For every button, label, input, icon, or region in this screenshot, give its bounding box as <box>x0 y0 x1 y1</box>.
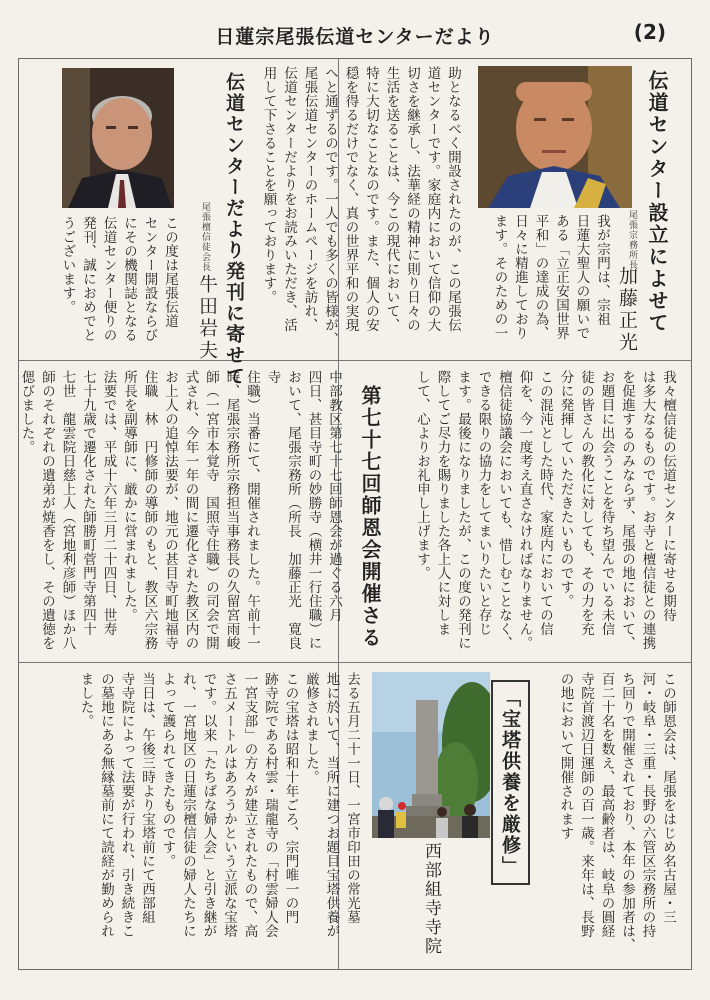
text-line: れ、一宮地区の日蓮宗檀信徒の婦人たちに <box>180 672 196 938</box>
text-line: できる限りの協力をしてまいりたいと存じ <box>475 370 492 636</box>
photo-kato-masamitsu <box>478 66 632 208</box>
text-line: 厳修されました。 <box>303 672 319 784</box>
article-body <box>16 370 344 654</box>
text-line: 式され、今年一年の間に遷化された教区内の <box>182 370 199 650</box>
text-line: 我が宗門は、宗祖 <box>594 214 610 326</box>
text-line: この宝塔は昭和十年ごろ、宗門唯一の門 <box>282 672 299 924</box>
text-line: して、心よりお礼申し上げます。 <box>414 370 430 580</box>
text-line: ある「立正安国世界 <box>553 214 569 340</box>
text-line: 一宮支部」の方々が建立されたもので、高 <box>241 672 258 938</box>
text-line: を促進するのみならず、尾張の地において、 <box>619 370 635 650</box>
text-line: 偲びました。 <box>18 370 35 454</box>
article-headline: 第七十七回師恩会開催さる <box>358 385 382 649</box>
text-line: うございます。 <box>59 216 76 314</box>
text-line: 我々檀信徒の伝道センターに寄せる期待 <box>660 370 676 622</box>
photo-caption: 西部組寺寺院 <box>421 842 441 956</box>
author-name: 牛田岩夫 <box>196 274 218 362</box>
text-line: 日々に精進しており <box>512 214 528 340</box>
text-line: センター開設ならび <box>141 216 158 342</box>
text-line: 檀信徒協議会においても、惜しむことなく、 <box>496 370 512 650</box>
text-line: 平和」の達成の為、 <box>532 214 549 340</box>
text-line: 分に発揮していただきたいものです。 <box>557 370 574 608</box>
text-line: 中部教区第七十七回師恩会が過ぐる六月 <box>326 370 342 622</box>
text-line: 伝道センターだよりをお読みいただき、活 <box>281 66 297 332</box>
article-body-continued <box>412 370 679 654</box>
pagoda-ceremony-image <box>372 672 490 838</box>
text-line: 跡寺院である村雲・瑞龍寺の「村雲婦人会 <box>262 672 278 938</box>
text-line: 助となるべく開設されたのが、この尾張伝 <box>445 66 461 332</box>
text-line: 住職 林 円修師の導師のもと、教区六宗務 <box>141 370 158 650</box>
text-line: 発刊、誠におめでと <box>80 216 96 342</box>
text-line: 道センターです。家庭内において信仰の大 <box>424 66 441 332</box>
text-line: 七世 龍雲院日慈上人（宮地利彦師）ほか八 <box>59 370 76 650</box>
text-line: 日蓮大聖人の願いで <box>573 214 590 340</box>
text-line: この度は尾張伝道 <box>162 216 178 328</box>
text-line: 穏を得るだけでなく、真の世界平和の実現 <box>342 66 359 332</box>
text-line: 河・岐阜・三重・長野の六管区宗務所の持 <box>639 672 656 938</box>
article-headline: 伝道センターだより発刊に寄せて <box>223 72 245 387</box>
text-line: 師（一宮市本覚寺 国照寺住職）の司会で開 <box>203 370 219 650</box>
text-line: の地において開催されます <box>557 672 574 840</box>
text-line: 用して下さることを願っております。 <box>260 66 277 304</box>
photo-pagoda-ceremony <box>372 672 490 838</box>
text-line: の墓地にある無縁墓前にて読経が勤められ <box>98 672 114 938</box>
text-line: ました。 <box>77 672 94 728</box>
text-line: です。以来「たちばな婦人会」と引き継が <box>200 672 217 938</box>
text-line: 尾張伝道センターのホームページを訪れ、 <box>301 66 318 332</box>
portrait-monk-image <box>478 66 632 208</box>
text-line: 当日は、午後三時より宝塔前にて西部組 <box>139 672 155 924</box>
article-headline: 「宝塔供養を厳修」 <box>491 680 530 885</box>
article-body <box>57 216 180 356</box>
text-line: 百二十名を数え、最高齢者は、岐阜の圓経 <box>598 672 615 938</box>
text-line: 七十九歳で遷化された師勝町菅門寺第四十 <box>80 370 96 636</box>
text-line: 切さを継承し、法華経の精神に則り日々の <box>404 66 420 332</box>
divider-top <box>18 360 692 361</box>
text-line: 住職）当番にて、開催されました。午前十一 <box>244 370 260 650</box>
article-body-shionkai-continued <box>555 672 678 958</box>
text-line: 法要では、平成十六年三月二十四日、世寿 <box>100 370 117 636</box>
text-line: 生活を送ることは、今この現代において、 <box>383 66 400 332</box>
text-line: 際してご尽力を賜りました各上人に対しま <box>434 370 451 636</box>
masthead <box>0 22 710 54</box>
text-line: 伝道センター便りの <box>100 216 117 342</box>
text-line: 師のそれぞれの遺弟が焼香をし、その遺徳を <box>39 370 55 650</box>
text-line: 時、尾張宗務所宗務担当事務長の久留宮雨峻 <box>223 370 240 650</box>
text-line: お上人の追悼法要が、地元の甚目寺町地福寺 <box>162 370 178 650</box>
author-title: 尾張宗務所長 <box>627 210 637 270</box>
text-line: は多大なるものです。お寺と檀信徒との連携 <box>639 370 656 650</box>
portrait-elder-image <box>62 68 174 208</box>
text-line: お題目に出会うことを待ち望んでいる未信 <box>598 370 615 636</box>
author-title: 尾張檀信徒会長 <box>200 202 210 272</box>
text-line: さ五メートルはあろうかという立派な宝塔 <box>221 672 237 938</box>
text-line: この師恩会は、尾張をはじめ名古屋・三 <box>660 672 676 924</box>
text-line: ち回りで開催されており、本年の参加者は、 <box>619 672 635 952</box>
newsletter-title: 日蓮宗尾張伝道センターだより <box>215 26 495 48</box>
text-line: 寺院首渡辺日運師の百一歳。来年は、長野 <box>578 672 594 938</box>
text-line: へと通ずるのです。一人でも多くの皆様が、 <box>322 66 338 346</box>
text-line: 徒の皆さんの教化に対しても、その力を充 <box>578 370 594 636</box>
text-line: にその機関誌となる <box>121 216 137 342</box>
text-line: 仰を、今一度考え直さなければなりません。 <box>516 370 533 650</box>
article-body <box>75 672 362 958</box>
text-line: 去る五月二十一日、一宮市印田の常光墓 <box>344 672 360 924</box>
divider-bottom <box>18 662 692 663</box>
author-name: 加藤正光 <box>616 266 638 354</box>
article-body-long <box>258 66 463 356</box>
text-line: 四日、甚目寺町の妙勝寺（横井一行住職）に <box>305 370 322 650</box>
text-line: この混沌とした時代、家庭内においての信 <box>537 370 553 636</box>
text-line: よって護られてきたものです。 <box>159 672 176 868</box>
text-line: ます。そのための一 <box>491 214 508 340</box>
photo-ushida-iwao <box>62 68 174 208</box>
text-line: 地に於いて、当所に建つお題目宝塔供養が <box>323 672 340 938</box>
article-headline: 伝道センター設立によせて <box>645 70 669 334</box>
text-line: ます。最後になりましたが、この度の発刊に <box>455 370 471 650</box>
article-body-short <box>489 214 612 354</box>
text-line: 寺寺院によって法要が行われ、引き続きこ <box>118 672 135 938</box>
text-line: 所長を副導師に、厳かに営まれました。 <box>121 370 137 622</box>
text-line: 特に大切なことなのです。また、個人の安 <box>363 66 379 332</box>
page-number: (2) <box>633 20 666 44</box>
text-line: おいて、尾張宗務所（所長 加藤正光 寛良寺 <box>264 370 301 650</box>
